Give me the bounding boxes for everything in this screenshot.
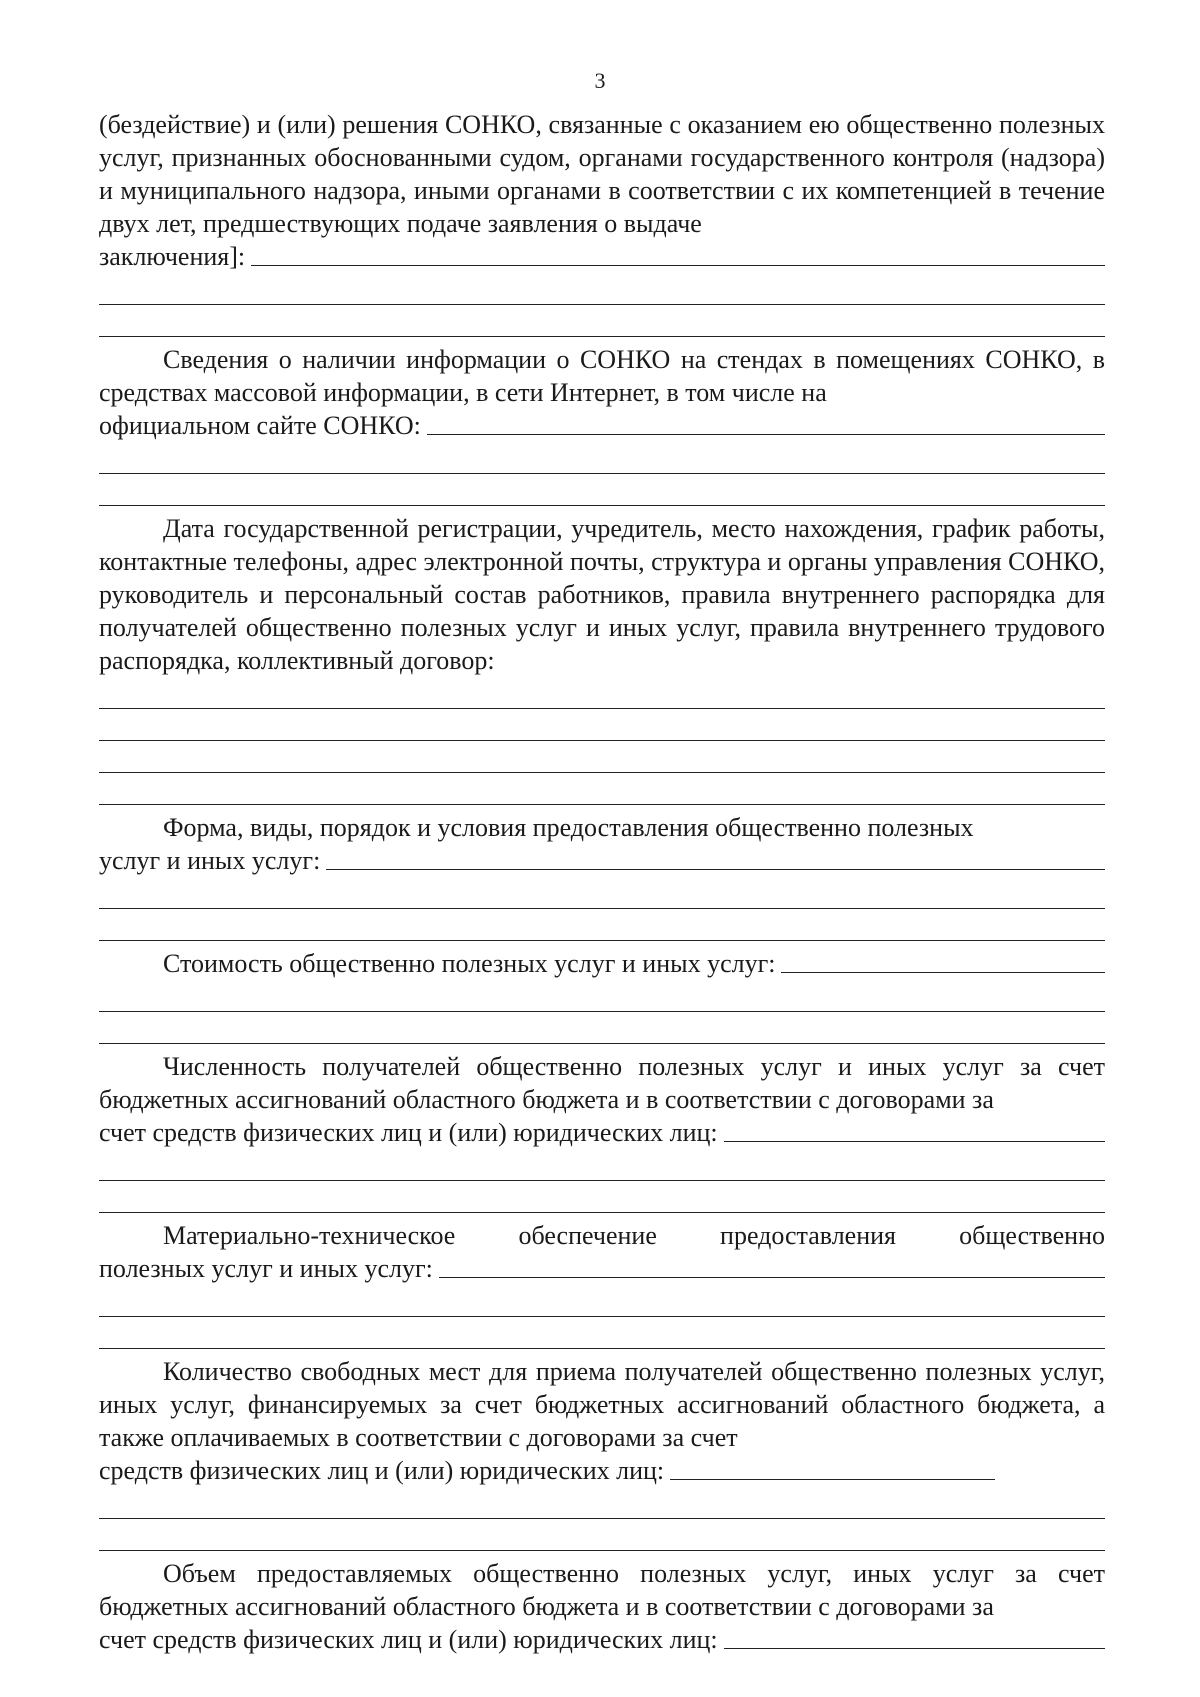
info-availability-answer-line[interactable] — [427, 434, 1105, 435]
material-support-answer-row — [99, 1252, 1105, 1285]
info-availability-label: официальном сайте СОНКО: — [99, 411, 421, 440]
volume-answer-line[interactable] — [724, 1648, 1105, 1649]
volume-text: Объем предоставляемых общественно полезных услуг, иных услуг за счет бюджетных ассигнований областного бюджета и в соответствии с договорами за — [99, 1559, 1105, 1621]
recipients-count-answer-line-3[interactable] — [99, 1211, 1105, 1213]
service-form-answer-line[interactable] — [326, 869, 1105, 870]
violations-answer-row — [99, 240, 1105, 273]
section-volume — [99, 1557, 1105, 1656]
section-free-places — [99, 1355, 1105, 1551]
material-support-label: полезных услуг и иных услуг: — [99, 1254, 433, 1283]
volume-answer-row — [99, 1623, 1105, 1656]
material-support-answer-line-3[interactable] — [99, 1347, 1105, 1349]
info-availability-answer-line-3[interactable] — [99, 504, 1105, 506]
registration-text: Дата государственной регистрации, учредитель, место нахождения, график работы, контактные телефоны, адрес электронной почты, структура и органы управления СОНКО, руководитель и персональный состав работников, правила внутреннего распорядка для получателей общественно полезных услуг и иных услуг, правила внутреннего трудового распорядка, коллективный договор: — [99, 514, 1105, 675]
service-form-answer-line-3[interactable] — [99, 939, 1105, 941]
section-service-form — [99, 811, 1105, 941]
page-number: 3 — [594, 68, 606, 93]
cost-answer-line[interactable] — [781, 972, 1105, 973]
free-places-answer-line[interactable] — [670, 1479, 995, 1480]
recipients-count-answer-row — [99, 1116, 1105, 1149]
material-support-answer-line[interactable] — [439, 1277, 1105, 1278]
cost-answer-line-3[interactable] — [99, 1042, 1105, 1044]
recipients-count-label: счет средств физических лиц и (или) юридических лиц: — [99, 1118, 718, 1147]
recipients-count-answer-line[interactable] — [724, 1141, 1105, 1142]
section-violations — [99, 108, 1105, 337]
recipients-count-text: Численность получателей общественно полезных услуг и иных услуг за счет бюджетных ассигнований областного бюджета и в соответствии с договорами за — [99, 1052, 1105, 1114]
cost-answer-row — [99, 947, 1105, 980]
service-form-text: Форма, виды, порядок и условия предоставления общественно полезных — [163, 813, 974, 842]
free-places-label: средств физических лиц и (или) юридических лиц: — [99, 1456, 665, 1485]
info-availability-text: Сведения о наличии информации о СОНКО на стендах в помещениях СОНКО, в средствах массовой информации, в сети Интернет, в том числе на — [99, 345, 1105, 407]
section-material-support — [99, 1219, 1105, 1349]
service-form-label: услуг и иных услуг: — [99, 846, 321, 875]
info-availability-answer-row — [99, 409, 1105, 442]
cost-label: Стоимость общественно полезных услуг и иных услуг: — [163, 949, 776, 978]
violations-text: (бездействие) и (или) решения СОНКО, связанные с оказанием ею общественно полезных услуг, признанных обоснованными судом, органами государственного контроля (надзора) и муниципального надзора, иными органами в соответствии с их компетенцией в течение двух лет, предшествующих подаче заявления о выдаче — [99, 110, 1105, 238]
volume-label: счет средств физических лиц и (или) юридических лиц: — [99, 1625, 718, 1654]
section-registration — [99, 512, 1105, 805]
registration-answer-line-4[interactable] — [99, 803, 1105, 805]
service-form-answer-row — [99, 844, 1105, 877]
form-body — [99, 108, 1105, 1656]
free-places-answer-line-3[interactable] — [99, 1549, 1105, 1551]
section-info-availability — [99, 343, 1105, 506]
violations-answer-line[interactable] — [251, 265, 1105, 266]
material-support-text: Материально-техническое обеспечение предоставления общественно — [163, 1221, 1105, 1250]
free-places-answer-row — [99, 1454, 1105, 1487]
violations-answer-line-3[interactable] — [99, 335, 1105, 337]
free-places-text: Количество свободных мест для приема получателей общественно полезных услуг, иных услуг, финансируемых за счет бюджетных ассигнований областного бюджета, а также оплачиваемых в соответствии с договорами за счет — [99, 1357, 1105, 1452]
section-recipients-count — [99, 1050, 1105, 1213]
section-cost — [99, 947, 1105, 1044]
violations-label: заключения]: — [99, 242, 246, 271]
